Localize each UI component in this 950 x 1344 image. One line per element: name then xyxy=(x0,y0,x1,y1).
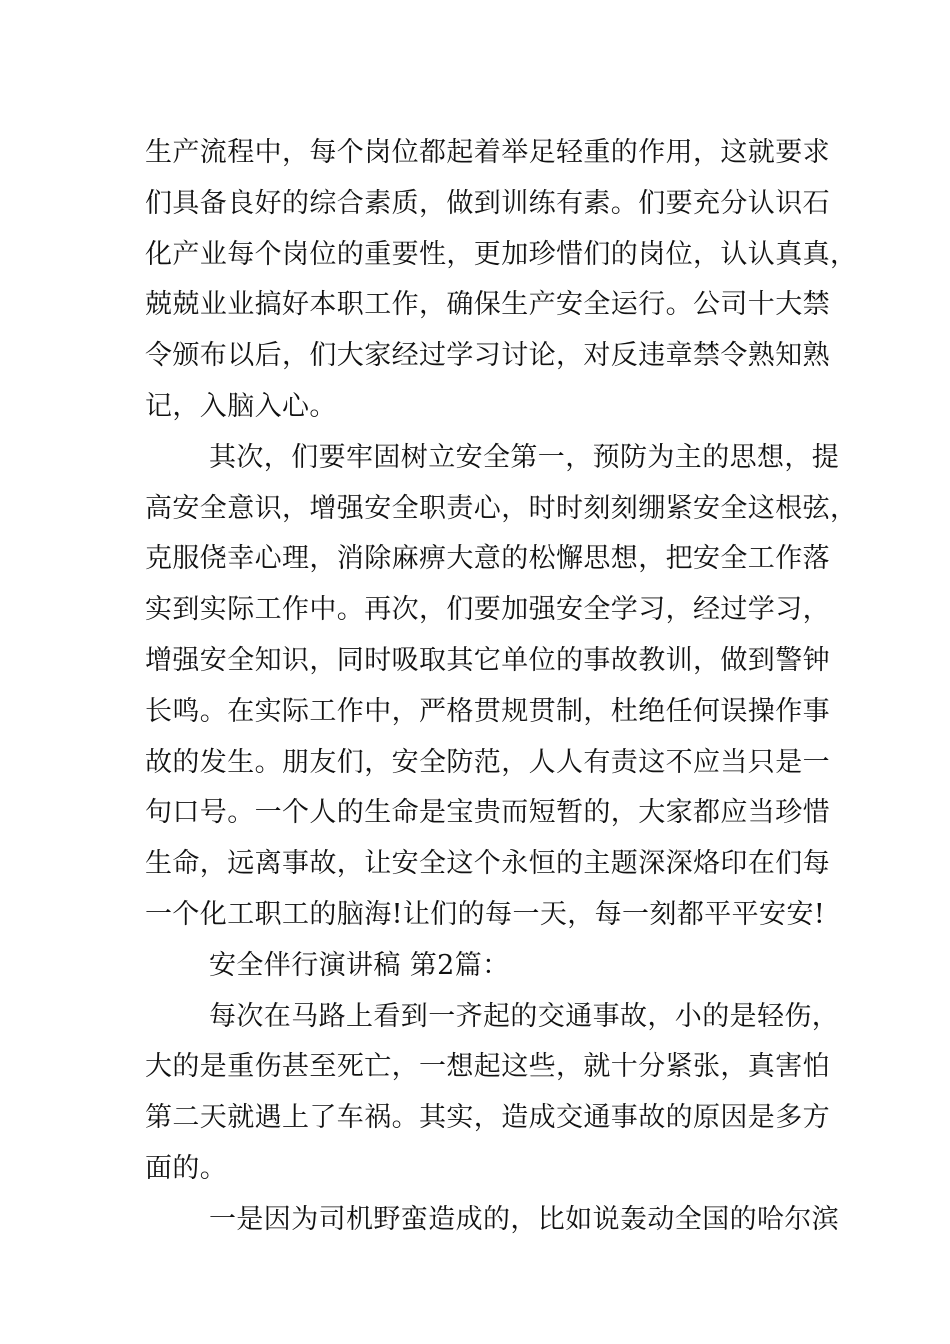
text-line: 克服侥幸心理，消除麻痹大意的松懈思想，把安全工作落 xyxy=(145,543,830,575)
paragraph-start-line: 每次在马路上看到一齐起的交通事故，小的是轻伤， xyxy=(209,1000,840,1032)
text-line: 令颁布以后，们大家经过学习讨论，对反违章禁令熟知熟 xyxy=(145,340,830,372)
paragraph-start-line: 其次，们要牢固树立安全第一，预防为主的思想，提 xyxy=(209,441,840,473)
text-line: 第二天就遇上了车祸。其实，造成交通事故的原因是多方 xyxy=(145,1102,830,1134)
text-line: 兢兢业业搞好本职工作，确保生产安全运行。公司十大禁 xyxy=(145,289,830,321)
section-heading: 安全伴行演讲稿 第2篇： xyxy=(209,949,510,981)
text-line: 面的。 xyxy=(145,1152,228,1184)
text-line: 记，入脑入心。 xyxy=(145,390,337,422)
text-line: 实到实际工作中。再次，们要加强安全学习，经过学习， xyxy=(145,594,830,626)
text-line: 长鸣。在实际工作中，严格贯规贯制，杜绝任何误操作事 xyxy=(145,695,830,727)
text-line: 增强安全知识，同时吸取其它单位的事故教训，做到警钟 xyxy=(145,644,830,676)
text-line: 化产业每个岗位的重要性，更加珍惜们的岗位，认认真真， xyxy=(145,238,858,270)
text-line: 生命，远离事故，让安全这个永恒的主题深深烙印在们每 xyxy=(145,848,830,880)
text-line: 句口号。一个人的生命是宝贵而短暂的，大家都应当珍惜 xyxy=(145,797,830,829)
text-line: 大的是重伤甚至死亡，一想起这些，就十分紧张，真害怕 xyxy=(145,1051,830,1083)
text-line: 一个化工职工的脑海!让们的每一天，每一刻都平平安安! xyxy=(145,898,826,930)
text-line: 高安全意识，增强安全职责心，时时刻刻绷紧安全这根弦， xyxy=(145,492,858,524)
body-text xyxy=(145,128,858,1246)
paragraph-start-line: 一是因为司机野蛮造成的，比如说轰动全国的哈尔滨 xyxy=(209,1203,840,1235)
text-line: 生产流程中，每个岗位都起着举足轻重的作用，这就要求 xyxy=(145,137,830,168)
text-line: 们具备良好的综合素质，做到训练有素。们要充分认识石 xyxy=(145,187,830,219)
text-line: 故的发生。朋友们，安全防范，人人有责这不应当只是一 xyxy=(145,746,830,778)
